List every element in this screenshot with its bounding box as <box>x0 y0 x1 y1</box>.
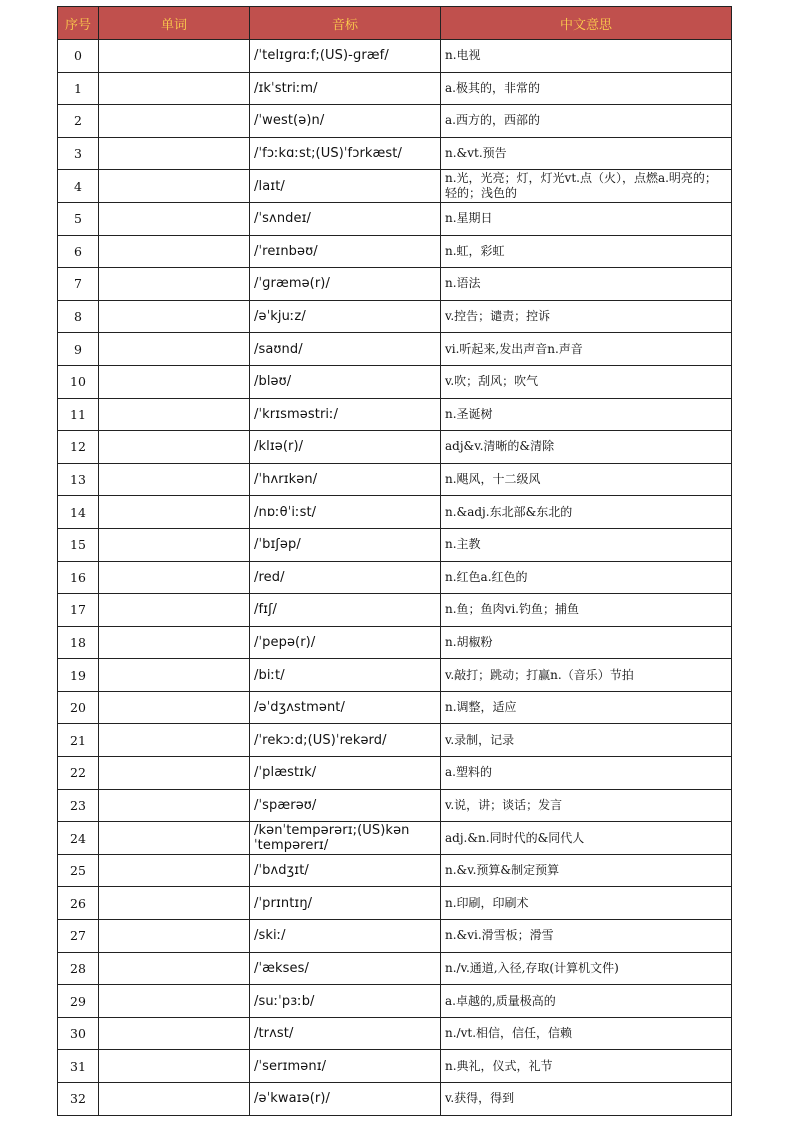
row-index: 28 <box>58 952 99 985</box>
row-word <box>99 235 250 268</box>
table-row <box>58 40 732 73</box>
header-word: 单词 <box>99 7 250 40</box>
row-index: 32 <box>58 1083 99 1116</box>
table-row <box>58 431 732 464</box>
table-row <box>58 365 732 398</box>
row-meaning: n.圣诞树 <box>441 398 732 431</box>
row-word <box>99 854 250 887</box>
table-row <box>58 822 732 855</box>
table-row <box>58 398 732 431</box>
table-row <box>58 854 732 887</box>
row-phonetic: /ˈspærəʊ/ <box>250 789 441 822</box>
row-index: 7 <box>58 268 99 301</box>
row-word <box>99 105 250 138</box>
row-meaning: a.卓越的,质量极高的 <box>441 985 732 1018</box>
row-phonetic: /ˈkrɪsməstriː/ <box>250 398 441 431</box>
row-meaning: n.光，光亮；灯，灯光vt.点（火），点燃a.明亮的；轻的；浅色的 <box>441 170 732 203</box>
row-phonetic: /red/ <box>250 561 441 594</box>
row-index: 4 <box>58 170 99 203</box>
table-row <box>58 887 732 920</box>
row-index: 27 <box>58 920 99 953</box>
row-word <box>99 463 250 496</box>
row-index: 20 <box>58 691 99 724</box>
row-phonetic: /ˈfɔːkɑːst;(US)ˈfɔrkæst/ <box>250 137 441 170</box>
row-word <box>99 659 250 692</box>
table-row <box>58 659 732 692</box>
table-row <box>58 594 732 627</box>
row-meaning: v.吹；刮风；吹气 <box>441 365 732 398</box>
row-phonetic: /laɪt/ <box>250 170 441 203</box>
row-word <box>99 985 250 1018</box>
header-meaning: 中文意思 <box>441 7 732 40</box>
table-row <box>58 170 732 203</box>
row-phonetic: /ˈwest(ə)n/ <box>250 105 441 138</box>
row-phonetic: /trʌst/ <box>250 1017 441 1050</box>
row-phonetic: /ˈbɪʃəp/ <box>250 528 441 561</box>
row-index: 16 <box>58 561 99 594</box>
row-index: 21 <box>58 724 99 757</box>
row-index: 2 <box>58 105 99 138</box>
row-meaning: v.控告；谴责；控诉 <box>441 300 732 333</box>
row-word <box>99 268 250 301</box>
table-row <box>58 300 732 333</box>
row-meaning: n./vt.相信，信任，信赖 <box>441 1017 732 1050</box>
row-word <box>99 398 250 431</box>
row-word <box>99 822 250 855</box>
row-index: 26 <box>58 887 99 920</box>
table-row <box>58 561 732 594</box>
row-phonetic: /fɪʃ/ <box>250 594 441 627</box>
row-word <box>99 1083 250 1116</box>
row-phonetic: /ˈserɪmənɪ/ <box>250 1050 441 1083</box>
row-index: 18 <box>58 626 99 659</box>
row-word <box>99 757 250 790</box>
row-index: 15 <box>58 528 99 561</box>
row-meaning: n.印刷，印刷术 <box>441 887 732 920</box>
row-index: 29 <box>58 985 99 1018</box>
row-word <box>99 496 250 529</box>
table-row <box>58 952 732 985</box>
row-phonetic: /əˈkjuːz/ <box>250 300 441 333</box>
vocabulary-table <box>57 6 732 1116</box>
row-index: 14 <box>58 496 99 529</box>
row-meaning: v.敲打；跳动；打赢n.（音乐）节拍 <box>441 659 732 692</box>
table-row <box>58 691 732 724</box>
row-meaning: a.极其的，非常的 <box>441 72 732 105</box>
row-word <box>99 887 250 920</box>
row-phonetic: /suːˈpɜːb/ <box>250 985 441 1018</box>
row-phonetic: /skiː/ <box>250 920 441 953</box>
row-word <box>99 952 250 985</box>
row-index: 11 <box>58 398 99 431</box>
row-phonetic: /nɒːθˈiːst/ <box>250 496 441 529</box>
row-phonetic: /bləʊ/ <box>250 365 441 398</box>
row-index: 22 <box>58 757 99 790</box>
row-index: 23 <box>58 789 99 822</box>
header-index: 序号 <box>58 7 99 40</box>
row-word <box>99 724 250 757</box>
table-row <box>58 920 732 953</box>
row-phonetic: /ˈpepə(r)/ <box>250 626 441 659</box>
row-phonetic: /ˈsʌndeɪ/ <box>250 202 441 235</box>
row-meaning: vi.听起来,发出声音n.声音 <box>441 333 732 366</box>
table-row <box>58 268 732 301</box>
row-word <box>99 1050 250 1083</box>
row-index: 1 <box>58 72 99 105</box>
row-phonetic: /kənˈtempərərɪ;(US)kənˈtempərerɪ/ <box>250 822 441 855</box>
row-phonetic: /ˈrekɔːd;(US)ˈrekərd/ <box>250 724 441 757</box>
table-row <box>58 985 732 1018</box>
table-row <box>58 105 732 138</box>
row-phonetic: /ˈhʌrɪkən/ <box>250 463 441 496</box>
table-row <box>58 789 732 822</box>
table-row <box>58 235 732 268</box>
row-index: 5 <box>58 202 99 235</box>
row-meaning: n.典礼，仪式，礼节 <box>441 1050 732 1083</box>
table-row <box>58 724 732 757</box>
row-word <box>99 170 250 203</box>
row-phonetic: /ˈtelɪɡrɑːf;(US)-ɡræf/ <box>250 40 441 73</box>
row-meaning: v.获得，得到 <box>441 1083 732 1116</box>
table-row <box>58 72 732 105</box>
row-meaning: n.调整，适应 <box>441 691 732 724</box>
row-word <box>99 137 250 170</box>
row-meaning: n.红色a.红色的 <box>441 561 732 594</box>
table-row <box>58 1050 732 1083</box>
row-meaning: a.塑料的 <box>441 757 732 790</box>
row-meaning: n.&adj.东北部&东北的 <box>441 496 732 529</box>
row-phonetic: /ˈɡræmə(r)/ <box>250 268 441 301</box>
row-meaning: v.录制，记录 <box>441 724 732 757</box>
row-phonetic: /biːt/ <box>250 659 441 692</box>
row-meaning: n.电视 <box>441 40 732 73</box>
table-row <box>58 528 732 561</box>
row-word <box>99 431 250 464</box>
row-phonetic: /saʊnd/ <box>250 333 441 366</box>
row-index: 19 <box>58 659 99 692</box>
row-index: 0 <box>58 40 99 73</box>
row-word <box>99 626 250 659</box>
row-index: 10 <box>58 365 99 398</box>
row-meaning: n.虹，彩虹 <box>441 235 732 268</box>
table-row <box>58 496 732 529</box>
row-meaning: n.胡椒粉 <box>441 626 732 659</box>
row-phonetic: /ˈprɪntɪŋ/ <box>250 887 441 920</box>
table-row <box>58 757 732 790</box>
row-index: 9 <box>58 333 99 366</box>
row-index: 3 <box>58 137 99 170</box>
row-word <box>99 72 250 105</box>
table-body <box>58 40 732 1116</box>
row-meaning: adj&v.清晰的&清除 <box>441 431 732 464</box>
table-row <box>58 463 732 496</box>
row-index: 6 <box>58 235 99 268</box>
row-meaning: v.说，讲；谈话；发言 <box>441 789 732 822</box>
row-word <box>99 691 250 724</box>
row-phonetic: /ˈækses/ <box>250 952 441 985</box>
row-meaning: adj.&n.同时代的&同代人 <box>441 822 732 855</box>
row-word <box>99 528 250 561</box>
row-meaning: n.&v.预算&制定预算 <box>441 854 732 887</box>
row-index: 17 <box>58 594 99 627</box>
row-word <box>99 365 250 398</box>
row-word <box>99 789 250 822</box>
row-index: 30 <box>58 1017 99 1050</box>
row-meaning: n.飓风，十二级风 <box>441 463 732 496</box>
row-index: 25 <box>58 854 99 887</box>
table-row <box>58 1017 732 1050</box>
row-index: 31 <box>58 1050 99 1083</box>
row-phonetic: /ɪkˈstriːm/ <box>250 72 441 105</box>
row-meaning: n./v.通道,入径,存取(计算机文件) <box>441 952 732 985</box>
row-meaning: a.西方的，西部的 <box>441 105 732 138</box>
row-word <box>99 202 250 235</box>
header-row <box>58 7 732 40</box>
table-row <box>58 333 732 366</box>
row-phonetic: /əˈkwaɪə(r)/ <box>250 1083 441 1116</box>
row-word <box>99 920 250 953</box>
header-phonetic: 音标 <box>250 7 441 40</box>
row-meaning: n.&vi.滑雪板；滑雪 <box>441 920 732 953</box>
row-index: 12 <box>58 431 99 464</box>
row-word <box>99 40 250 73</box>
row-meaning: n.语法 <box>441 268 732 301</box>
table-row <box>58 626 732 659</box>
row-phonetic: /ˈbʌdʒɪt/ <box>250 854 441 887</box>
row-word <box>99 561 250 594</box>
table-row <box>58 202 732 235</box>
row-meaning: n.星期日 <box>441 202 732 235</box>
row-meaning: n.主教 <box>441 528 732 561</box>
table-row <box>58 1083 732 1116</box>
row-index: 13 <box>58 463 99 496</box>
row-phonetic: /ˈplæstɪk/ <box>250 757 441 790</box>
row-phonetic: /əˈdʒʌstmənt/ <box>250 691 441 724</box>
row-meaning: n.&vt.预告 <box>441 137 732 170</box>
row-index: 24 <box>58 822 99 855</box>
row-word <box>99 333 250 366</box>
row-word <box>99 300 250 333</box>
row-word <box>99 1017 250 1050</box>
row-index: 8 <box>58 300 99 333</box>
row-phonetic: /ˈreɪnbəʊ/ <box>250 235 441 268</box>
row-phonetic: /klɪə(r)/ <box>250 431 441 464</box>
row-word <box>99 594 250 627</box>
row-meaning: n.鱼；鱼肉vi.钓鱼；捕鱼 <box>441 594 732 627</box>
table-row <box>58 137 732 170</box>
